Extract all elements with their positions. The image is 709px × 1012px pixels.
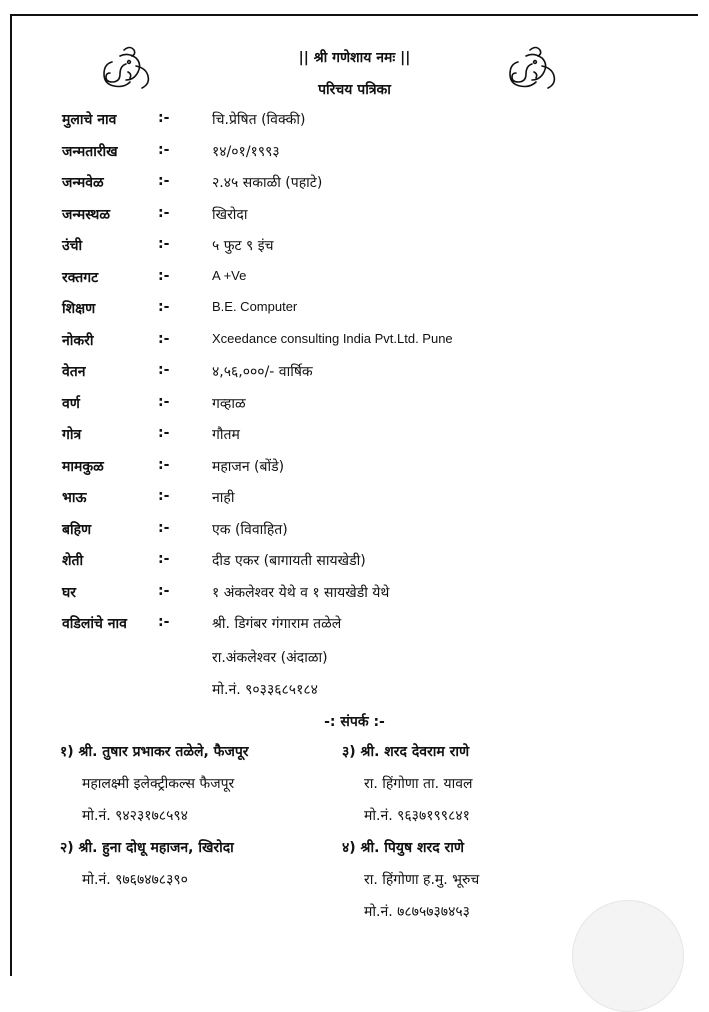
- contact-4-name: ४) श्री. पियुष शरद राणे: [342, 840, 464, 856]
- detail-separator: :-: [158, 330, 170, 347]
- scanner-overlay-button[interactable]: [572, 900, 684, 1012]
- detail-label: शेती: [62, 553, 84, 569]
- detail-row: [0, 457, 709, 481]
- detail-label: वर्ण: [62, 395, 80, 412]
- contact-2-name: २) श्री. हुना दोधू महाजन, खिरोदा: [60, 840, 234, 856]
- contact-3-mobile: मो.नं. ९६३७१९९८४१: [364, 808, 470, 824]
- contact-1-mobile: मो.नं. ९४२३१७८५९४: [82, 808, 188, 824]
- detail-value: १४/०१/१९९३: [212, 143, 280, 160]
- detail-row: [0, 142, 709, 166]
- contact-4-address: रा. हिंगोणा ह.मु. भूरुच: [364, 872, 480, 888]
- detail-value: ४,५६,०००/- वार्षिक: [212, 364, 313, 380]
- detail-row: [0, 520, 709, 544]
- detail-label: बहिण: [62, 521, 92, 538]
- detail-value: B.E. Computer: [212, 299, 298, 314]
- detail-label: जन्मतारीख: [62, 143, 118, 160]
- detail-row: [0, 583, 709, 607]
- detail-separator: :-: [158, 141, 170, 158]
- contact-4-mobile: मो.नं. ७८७५७३७४५३: [364, 904, 470, 920]
- detail-label: वेतन: [62, 364, 86, 380]
- detail-value: चि.प्रेषित (विक्की): [212, 112, 306, 128]
- detail-separator: :-: [158, 456, 170, 473]
- detail-value: नाही: [212, 490, 235, 506]
- detail-value: A +Ve: [212, 267, 247, 283]
- detail-label: वडिलांचे नाव: [62, 616, 127, 632]
- detail-label: नोकरी: [62, 332, 94, 349]
- detail-label: उंची: [62, 238, 83, 254]
- detail-value: ५ फुट ९ इंच: [212, 238, 274, 254]
- detail-label: मामकुळ: [62, 458, 104, 475]
- contact-heading: -: संपर्क :-: [324, 714, 385, 730]
- detail-separator: :-: [158, 173, 170, 189]
- detail-value: गव्हाळ: [212, 395, 246, 412]
- detail-label: मुलाचे नाव: [62, 112, 117, 128]
- detail-row: [0, 488, 709, 512]
- detail-row: [0, 551, 709, 575]
- detail-row: [0, 299, 709, 323]
- detail-separator: :-: [158, 204, 170, 221]
- contact-1-address: महालक्ष्मी इलेक्ट्रीकल्स फैजपूर: [82, 776, 235, 792]
- detail-separator: :-: [158, 267, 170, 284]
- detail-row: [0, 205, 709, 229]
- detail-label: जन्मवेळ: [62, 175, 104, 191]
- detail-value: एक (विवाहित): [212, 521, 288, 538]
- detail-value: १ अंकलेश्वर येथे व १ सायखेडी येथे: [212, 584, 390, 601]
- invocation-heading: || श्री गणेशाय नमः ||: [298, 50, 411, 66]
- detail-label: गोत्र: [62, 427, 82, 443]
- detail-separator: :-: [158, 614, 170, 630]
- contact-3-address: रा. हिंगोणा ता. यावल: [364, 776, 473, 792]
- detail-value: महाजन (बोंडे): [212, 458, 285, 475]
- detail-label: रक्तगट: [62, 269, 99, 286]
- detail-value: श्री. डिगंबर गंगाराम तळेले: [212, 616, 342, 632]
- detail-separator: :-: [158, 236, 170, 252]
- detail-row: [0, 362, 709, 386]
- contact-1-name: १) श्री. तुषार प्रभाकर तळेले, फैजपूर: [60, 744, 249, 760]
- detail-separator: :-: [158, 393, 170, 410]
- detail-label: भाऊ: [62, 490, 87, 506]
- contact-2-mobile: मो.नं. ९७६७४७८३९०: [82, 872, 188, 888]
- document-title: परिचय पत्रिका: [318, 82, 391, 98]
- detail-label: शिक्षण: [62, 301, 96, 317]
- detail-row: [0, 268, 709, 292]
- detail-separator: :-: [158, 362, 170, 378]
- detail-value: खिरोदा: [212, 206, 248, 223]
- detail-separator: :-: [158, 425, 170, 441]
- detail-separator: :-: [158, 488, 170, 504]
- detail-label: घर: [62, 584, 76, 601]
- detail-row: [0, 614, 709, 638]
- detail-row: [0, 425, 709, 449]
- detail-separator: :-: [158, 551, 170, 567]
- detail-row: [0, 236, 709, 260]
- father-mobile: मो.नं. ९०३३६८५१८४: [212, 682, 318, 698]
- detail-value: दीड एकर (बागायती सायखेडी): [212, 553, 366, 569]
- detail-value: Xceedance consulting India Pvt.Ltd. Pune: [212, 330, 453, 346]
- detail-value: २.४५ सकाळी (पहाटे): [212, 175, 323, 191]
- detail-separator: :-: [158, 519, 170, 536]
- detail-separator: :-: [158, 110, 170, 126]
- detail-separator: :-: [158, 299, 170, 315]
- detail-row: [0, 331, 709, 355]
- detail-row: [0, 110, 709, 134]
- detail-label: जन्मस्थळ: [62, 206, 110, 223]
- father-address: रा.अंकलेश्वर (अंदाळा): [212, 650, 328, 666]
- detail-row: [0, 173, 709, 197]
- detail-value: गौतम: [212, 427, 240, 443]
- contact-3-name: ३) श्री. शरद देवराम राणे: [342, 744, 470, 760]
- detail-row: [0, 394, 709, 418]
- detail-separator: :-: [158, 582, 170, 599]
